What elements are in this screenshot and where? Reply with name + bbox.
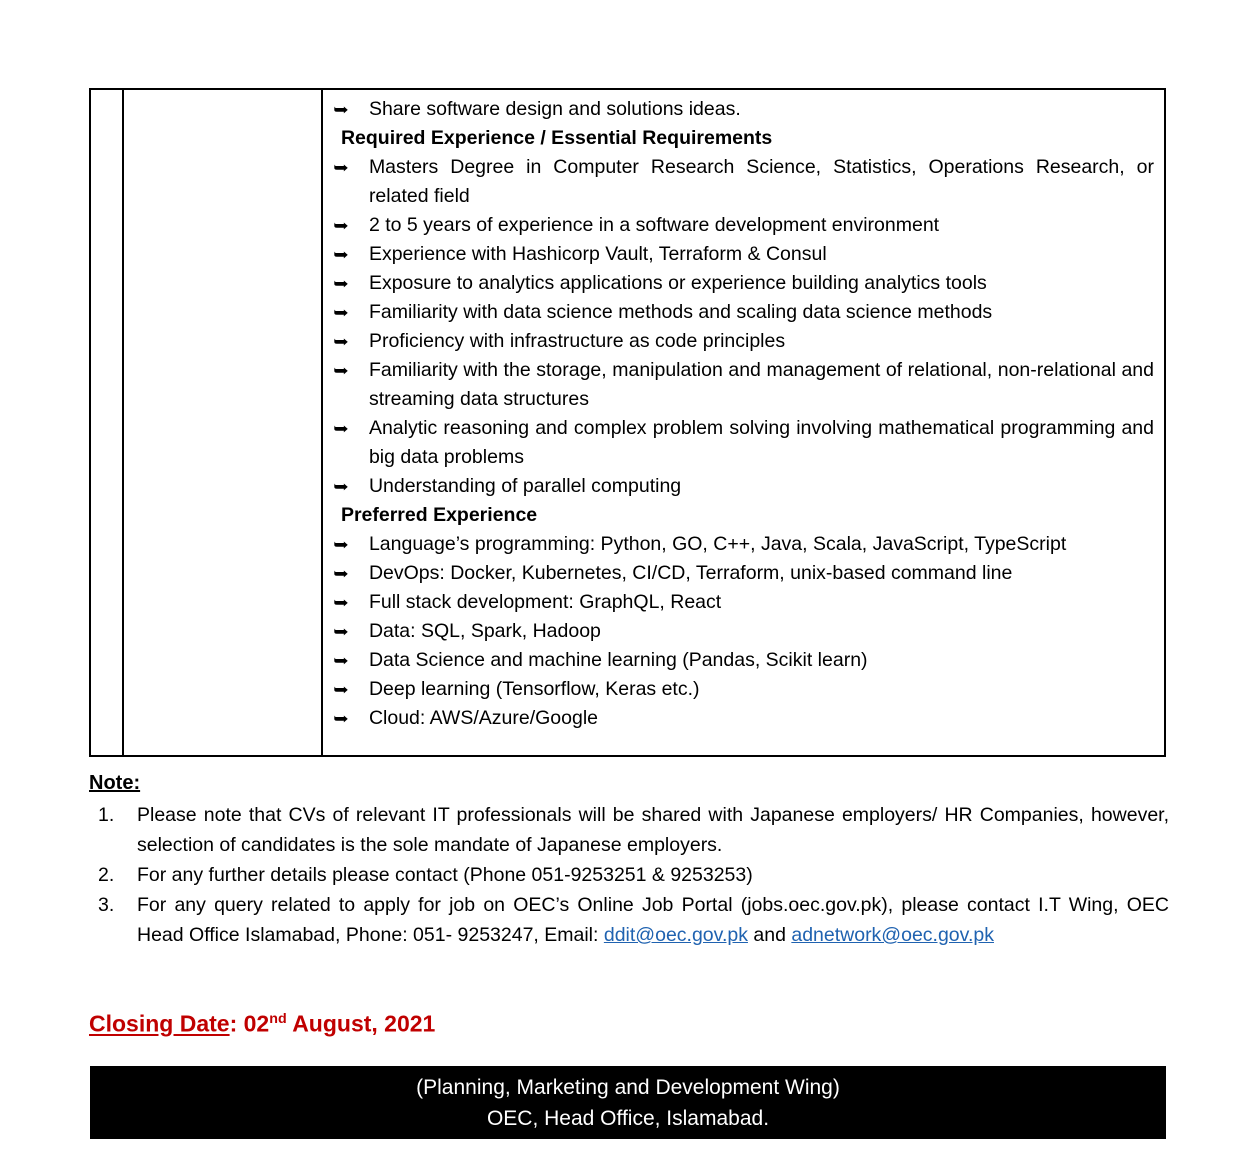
note-item-number: 1. — [98, 804, 115, 826]
note-item-text — [137, 890, 1169, 950]
arrow-bullet-icon: ➥ — [333, 158, 349, 177]
arrow-bullet-icon: ➥ — [333, 622, 349, 641]
requirement-bullet-text: Understanding of parallel computing — [368, 475, 682, 497]
table-column-details — [323, 90, 1164, 755]
note-item-text: Please note that CVs of relevant IT professionals will be shared with Japanese employers/ HR Companies, however, selection of candidates is the sole mandate of Japanese employers. — [137, 804, 1169, 856]
requirement-bullet-item — [331, 646, 1154, 675]
requirement-bullet-text: Masters Degree in Computer Research Science, Statistics, Operations Research, or related field — [368, 156, 1154, 207]
requirements-table — [89, 88, 1166, 757]
requirement-bullet-item — [331, 327, 1154, 356]
requirement-bullet-item — [331, 240, 1154, 269]
arrow-bullet-icon: ➥ — [333, 216, 349, 235]
closing-date-day: 02 — [243, 1010, 270, 1037]
arrow-bullet-icon: ➥ — [333, 303, 349, 322]
arrow-bullet-icon: ➥ — [333, 274, 349, 293]
arrow-bullet-icon: ➥ — [333, 680, 349, 699]
requirement-bullet-text: Data: SQL, Spark, Hadoop — [368, 620, 601, 642]
closing-date — [89, 1004, 435, 1039]
arrow-bullet-icon: ➥ — [333, 564, 349, 583]
email-link-ddit[interactable]: ddit@oec.gov.pk — [603, 924, 748, 946]
note-item-text: For any further details please contact (Phone 051-9253251 & 9253253) — [137, 864, 753, 886]
requirement-bullet-text: Proficiency with infrastructure as code principles — [368, 330, 786, 352]
arrow-bullet-icon: ➥ — [333, 100, 349, 119]
closing-date-label: Closing Date — [89, 1010, 230, 1037]
requirement-bullet-text: Exposure to analytics applications or experience building analytics tools — [368, 272, 987, 294]
requirement-bullet-item — [331, 298, 1154, 327]
requirement-bullet-text: 2 to 5 years of experience in a software development environment — [368, 214, 940, 236]
requirement-bullet-text: Familiarity with data science methods and scaling data science methods — [368, 301, 993, 323]
arrow-bullet-icon: ➥ — [333, 593, 349, 612]
note-item-number: 3. — [98, 894, 115, 916]
arrow-bullet-icon: ➥ — [333, 419, 349, 438]
note-list-item — [89, 890, 1169, 950]
closing-date-ordinal: nd — [269, 1011, 287, 1027]
footer-line-2: OEC, Head Office, Islamabad. — [486, 1106, 770, 1130]
requirement-bullet-item — [331, 211, 1154, 240]
note-heading: Note: — [89, 772, 141, 794]
requirements-section-heading: Preferred Experience — [340, 504, 538, 526]
footer-line-1: (Planning, Marketing and Development Wing) — [416, 1075, 840, 1099]
requirement-bullet-item — [331, 356, 1154, 414]
arrow-bullet-icon: ➥ — [333, 245, 349, 264]
requirement-bullet-text: Language’s programming: Python, GO, C++, Java, Scala, JavaScript, TypeScript — [368, 533, 1067, 555]
arrow-bullet-icon: ➥ — [333, 477, 349, 496]
requirement-bullet-text: Analytic reasoning and complex problem solving involving mathematical programming and big data problems — [368, 417, 1154, 468]
requirement-bullet-text: Experience with Hashicorp Vault, Terraform & Consul — [368, 243, 827, 265]
requirement-bullet-item — [331, 95, 1154, 124]
note-item-text-part1: For any query related to apply for job on OEC’s Online Job Portal (jobs.oec.gov.pk), please contact I.T Wing, OEC Head Office Islamabad, Phone: 051- 9253247, Email: — [137, 894, 1169, 946]
requirement-bullet-item — [331, 704, 1154, 733]
closing-date-separator: : — [229, 1010, 244, 1037]
arrow-bullet-icon: ➥ — [333, 535, 349, 554]
requirement-bullet-text: Data Science and machine learning (Pandas, Scikit learn) — [368, 649, 868, 671]
requirement-bullet-item — [331, 617, 1154, 646]
note-section — [89, 770, 1169, 950]
note-item-text-part2: and — [747, 924, 792, 946]
requirement-bullet-item — [331, 414, 1154, 472]
requirement-bullet-text: Cloud: AWS/Azure/Google — [368, 707, 598, 729]
requirement-bullet-item — [331, 269, 1154, 298]
table-column-serial — [91, 90, 124, 755]
arrow-bullet-icon: ➥ — [333, 709, 349, 728]
arrow-bullet-icon: ➥ — [333, 361, 349, 380]
requirement-bullet-item — [331, 153, 1154, 211]
requirement-bullet-text: Deep learning (Tensorflow, Keras etc.) — [368, 678, 700, 700]
requirement-bullet-item — [331, 472, 1154, 501]
requirement-bullet-item — [331, 675, 1154, 704]
requirement-bullet-text: Full stack development: GraphQL, React — [368, 591, 722, 613]
requirement-bullet-item — [331, 530, 1154, 559]
requirement-bullet-text: Share software design and solutions ideas. — [368, 98, 741, 120]
closing-date-rest: August, 2021 — [286, 1010, 436, 1037]
requirement-bullet-text: DevOps: Docker, Kubernetes, CI/CD, Terraform, unix-based command line — [368, 562, 1013, 584]
requirement-bullet-text: Familiarity with the storage, manipulation and management of relational, non-relational and streaming data structures — [368, 359, 1154, 410]
arrow-bullet-icon: ➥ — [333, 332, 349, 351]
arrow-bullet-icon: ➥ — [333, 651, 349, 670]
note-item-number: 2. — [98, 864, 115, 886]
footer-bar — [90, 1066, 1166, 1139]
note-list-item — [89, 860, 1169, 890]
requirements-section-heading: Required Experience / Essential Requirements — [340, 127, 773, 149]
email-link-adnetwork[interactable]: adnetwork@oec.gov.pk — [791, 924, 994, 946]
requirement-bullet-item — [331, 588, 1154, 617]
note-list-item — [89, 800, 1169, 860]
table-column-position — [124, 90, 323, 755]
requirement-bullet-item — [331, 559, 1154, 588]
